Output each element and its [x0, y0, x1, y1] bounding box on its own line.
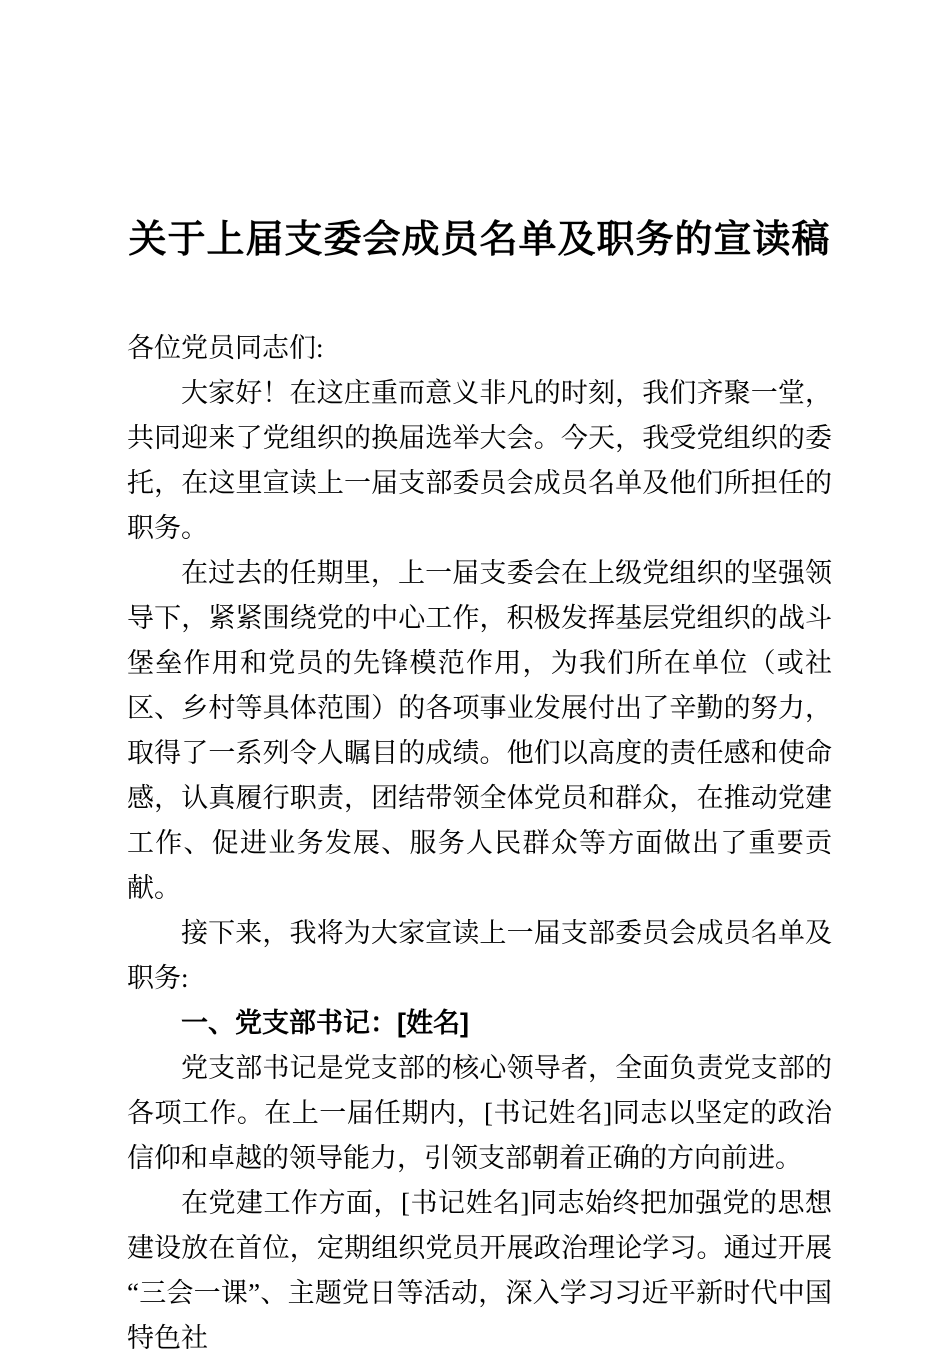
- paragraph-past-term-summary: 在过去的任期里，上一届支委会在上级党组织的坚强领导下，紧紧围绕党的中心工作，积极发挥基层党组织的战斗堡垒作用和党员的先锋模范作用，为我们所在单位（或社区、乡村等具体范围）的各项事业发展付出了辛勤的努力，取得了一系列令人瞩目的成绩。他们以高度的责任感和使命感，认真履行职责，团结带领全体党员和群众，在推动党建工作、促进业务发展、服务人民群众等方面做出了重要贡献。: [127, 558, 832, 903]
- salutation-line: 各位党员同志们:: [127, 333, 324, 363]
- document-body: [127, 326, 832, 1361]
- paragraph-announce-list: 接下来，我将为大家宣读上一届支部委员会成员名单及职务:: [127, 918, 832, 993]
- paragraph-greeting: 大家好！在这庄重而意义非凡的时刻，我们齐聚一堂，共同迎来了党组织的换届选举大会。今天，我受党组织的委托，在这里宣读上一届支部委员会成员名单及他们所担任的职务。: [127, 378, 832, 543]
- paragraph-secretary-party-building: 在党建工作方面，[书记姓名]同志始终把加强党的思想建设放在首位，定期组织党员开展政治理论学习。通过开展“三会一课”、主题党日等活动，深入学习习近平新时代中国特色社: [127, 1188, 832, 1353]
- section-heading-secretary: 一、党支部书记：[姓名]: [181, 1008, 469, 1038]
- document-title: 关于上届支委会成员名单及职务的宣读稿: [128, 219, 831, 261]
- paragraph-secretary-role: 党支部书记是党支部的核心领导者，全面负责党支部的各项工作。在上一届任期内，[书记姓名]同志以坚定的政治信仰和卓越的领导能力，引领支部朝着正确的方向前进。: [127, 1053, 832, 1173]
